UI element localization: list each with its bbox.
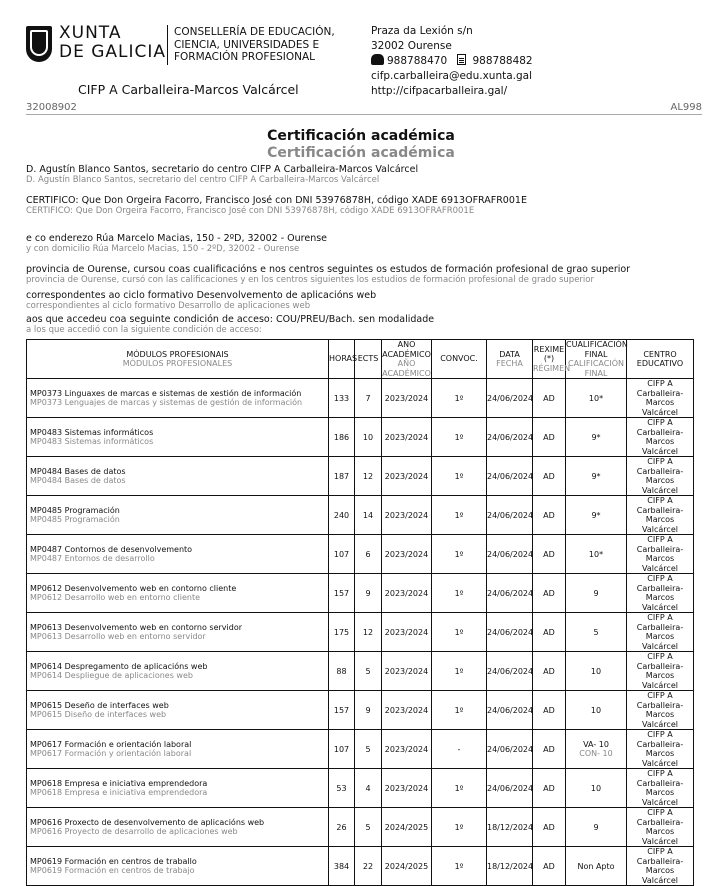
ano-cell: 2024/2025 xyxy=(382,847,432,886)
convoc-cell: 1º xyxy=(432,808,487,847)
module-cell xyxy=(27,496,329,535)
cualificacion-value: 10 xyxy=(590,705,602,715)
col-header-cualificacion xyxy=(566,340,627,379)
cualificacion-cell xyxy=(566,613,627,652)
ects-cell: 5 xyxy=(355,808,382,847)
table-row xyxy=(27,574,694,613)
convoc-cell: 1º xyxy=(432,613,487,652)
centro-line: Marcos Valcárcel xyxy=(642,671,678,690)
cualificacion-cell xyxy=(566,379,627,418)
centro-line: Marcos Valcárcel xyxy=(642,476,678,495)
cualificacion-cell xyxy=(566,457,627,496)
cualificacion-cell xyxy=(566,847,627,886)
header-text: REXIME xyxy=(533,344,565,354)
document-code: AL998 xyxy=(670,102,702,113)
centro-cell xyxy=(627,730,694,769)
table-header-row xyxy=(27,340,694,379)
fax-icon xyxy=(457,54,466,65)
horas-cell: 88 xyxy=(329,652,355,691)
rexime-cell: AD xyxy=(533,847,566,886)
centro-line: Carballeira- xyxy=(636,388,684,398)
module-name-gl: MP0612 Desenvolvemento web en contorno cliente xyxy=(30,583,237,593)
modules-table xyxy=(26,339,694,886)
centro-cell xyxy=(627,574,694,613)
module-cell xyxy=(27,574,329,613)
cycle-text-es: correspondientes al ciclo formativo Desarrollo de aplicaciones web xyxy=(26,301,311,311)
centro-line: Carballeira- xyxy=(636,817,684,827)
address-line2: 32002 Ourense xyxy=(371,40,452,52)
horas-cell: 186 xyxy=(329,418,355,457)
ects-cell: 9 xyxy=(355,574,382,613)
cualificacion-cell xyxy=(566,652,627,691)
module-cell xyxy=(27,730,329,769)
cualificacion-value: Non Apto xyxy=(577,861,615,871)
centro-line: Carballeira- xyxy=(636,583,684,593)
convoc-cell: 1º xyxy=(432,847,487,886)
rexime-cell: AD xyxy=(533,769,566,808)
module-name-es: MP0618 Empresa e iniciativa emprendedora xyxy=(30,788,208,797)
table-row xyxy=(27,769,694,808)
module-name-es: MP0614 Despliegue de aplicaciones web xyxy=(30,671,193,680)
data-cell: 24/06/2024 xyxy=(487,379,533,418)
cualificacion-value: 9* xyxy=(591,510,601,520)
module-name-es: MP0616 Proyecto de desarrollo de aplicaciones web xyxy=(30,827,238,836)
convoc-cell: 1º xyxy=(432,418,487,457)
header-text: CENTRO xyxy=(643,349,677,359)
module-cell xyxy=(27,535,329,574)
col-header-data xyxy=(487,340,533,379)
module-cell xyxy=(27,769,329,808)
rexime-cell: AD xyxy=(533,652,566,691)
col-header-horas: HORAS xyxy=(329,340,355,379)
data-cell: 24/06/2024 xyxy=(487,730,533,769)
address-line1: Praza da Lexión s/n xyxy=(371,25,473,37)
ano-cell: 2023/2024 xyxy=(382,379,432,418)
header-text: ANO xyxy=(397,340,416,349)
rexime-cell: AD xyxy=(533,808,566,847)
certifico-text-gl: CERTIFICO: Que Don Orgeira Facorro, Francisco José con DNI 53976878H, código XADE 6913OFRAFR001E xyxy=(26,195,527,206)
xunta-logo xyxy=(26,24,176,64)
header-text: FECHA xyxy=(496,359,523,368)
conselleria-line: CIENCIA, UNIVERSIDADES E xyxy=(174,38,320,51)
rexime-cell: AD xyxy=(533,535,566,574)
rexime-cell: AD xyxy=(533,496,566,535)
ects-cell: 9 xyxy=(355,691,382,730)
center-name: CIFP A Carballeira-Marcos Valcárcel xyxy=(78,82,299,97)
ects-cell: 5 xyxy=(355,730,382,769)
convoc-cell: 1º xyxy=(432,691,487,730)
fax-number: 988788482 xyxy=(472,55,533,67)
convoc-cell: 1º xyxy=(432,379,487,418)
rexime-cell: AD xyxy=(533,574,566,613)
rexime-cell: AD xyxy=(533,613,566,652)
module-name-gl: MP0615 Deseño de interfaces web xyxy=(30,700,169,710)
secretary-text-es: D. Agustín Blanco Santos, secretario del centro CIFP A Carballeira-Marcos Valcárcel xyxy=(26,175,380,185)
rexime-cell: AD xyxy=(533,418,566,457)
province-text-gl: provincia de Ourense, cursou coas cualificacións e nos centros seguintes os estudos de formación profesional de grao superior xyxy=(26,264,631,275)
data-cell: 24/06/2024 xyxy=(487,418,533,457)
header-text: (*) xyxy=(543,354,555,364)
cualificacion-cell xyxy=(566,418,627,457)
access-text-gl: aos que accedeu coa seguinte condición de acceso: COU/PREU/Bach. sen modalidade xyxy=(26,314,435,325)
rexime-cell: AD xyxy=(533,379,566,418)
centro-line: Marcos Valcárcel xyxy=(642,593,678,612)
centro-line: Marcos Valcárcel xyxy=(642,554,678,573)
ects-cell: 7 xyxy=(355,379,382,418)
cualificacion-cell xyxy=(566,496,627,535)
module-name-gl: MP0617 Formación e orientación laboral xyxy=(30,739,192,749)
table-row xyxy=(27,847,694,886)
logo-line1: XUNTA xyxy=(59,23,122,43)
module-name-es: MP0373 Lenguajes de marcas y sistemas de gestión de información xyxy=(30,398,303,407)
module-name-es: MP0615 Diseño de interfaces web xyxy=(30,710,167,719)
address-text-es: y con domicilio Rúa Marcelo Macias, 150 - 2ºD, 32002 - Ourense xyxy=(26,244,300,254)
header-text: CUALIFICACIÓN xyxy=(566,340,628,349)
module-name-gl: MP0618 Empresa e iniciativa emprendedora xyxy=(30,778,208,788)
convoc-cell: 1º xyxy=(432,574,487,613)
ects-cell: 14 xyxy=(355,496,382,535)
table-row xyxy=(27,457,694,496)
center-address xyxy=(371,24,533,99)
centro-line: Marcos Valcárcel xyxy=(642,515,678,534)
page-title: Certificación académica xyxy=(267,128,455,144)
table-row xyxy=(27,613,694,652)
module-name-es: MP0487 Entornos de desarrollo xyxy=(30,554,155,563)
module-name-gl: MP0619 Formación en centros de traballo xyxy=(30,856,197,866)
col-header-ano xyxy=(382,340,432,379)
cualificacion-value: 5 xyxy=(593,627,599,637)
col-header-rexime xyxy=(533,340,571,379)
centro-line: Marcos Valcárcel xyxy=(642,827,678,846)
table-row xyxy=(27,652,694,691)
header-text: DATA xyxy=(499,349,520,359)
centro-line: Carballeira- xyxy=(636,856,684,866)
ects-cell: 12 xyxy=(355,613,382,652)
ano-cell: 2024/2025 xyxy=(382,808,432,847)
centro-line: Marcos Valcárcel xyxy=(642,710,678,729)
contact-phones xyxy=(371,54,533,69)
centro-cell xyxy=(627,418,694,457)
horas-cell: 157 xyxy=(329,691,355,730)
centro-line: Carballeira- xyxy=(636,544,684,554)
centro-cell xyxy=(627,691,694,730)
data-cell: 24/06/2024 xyxy=(487,769,533,808)
ano-cell: 2023/2024 xyxy=(382,769,432,808)
horas-cell: 157 xyxy=(329,574,355,613)
centro-line: Marcos Valcárcel xyxy=(642,749,678,768)
centro-line: CIFP A xyxy=(647,496,673,505)
cycle-text-gl: correspondentes ao ciclo formativo Desenvolvemento de aplicacións web xyxy=(26,290,377,301)
centro-line: CIFP A xyxy=(647,535,673,544)
ects-cell: 12 xyxy=(355,457,382,496)
conselleria-line: CONSELLERÍA DE EDUCACIÓN, xyxy=(174,26,335,38)
module-cell xyxy=(27,457,329,496)
horas-cell: 53 xyxy=(329,769,355,808)
centro-line: Carballeira- xyxy=(636,505,684,515)
data-cell: 24/06/2024 xyxy=(487,574,533,613)
web-link[interactable]: http://cifpacarballeira.gal/ xyxy=(371,85,508,97)
ects-cell: 5 xyxy=(355,652,382,691)
cualificacion-value: VA- 10 xyxy=(583,740,609,749)
module-name-gl: MP0487 Contornos de desenvolvemento xyxy=(30,544,193,554)
centro-line: Marcos Valcárcel xyxy=(642,398,678,417)
convoc-cell: 1º xyxy=(432,652,487,691)
email-link[interactable]: cifp.carballeira@edu.xunta.gal xyxy=(371,70,533,82)
centro-line: Carballeira- xyxy=(636,661,684,671)
centro-line: CIFP A xyxy=(647,808,673,817)
horas-cell: 240 xyxy=(329,496,355,535)
centro-line: CIFP A xyxy=(647,691,673,700)
module-name-es: MP0619 Formación en centros de trabajo xyxy=(30,866,195,875)
centro-line: CIFP A xyxy=(647,652,673,661)
centro-line: CIFP A xyxy=(647,730,673,739)
phone-number: 988788470 xyxy=(387,55,448,67)
data-cell: 18/12/2024 xyxy=(487,847,533,886)
ects-cell: 6 xyxy=(355,535,382,574)
cualificacion-value: 10* xyxy=(588,393,604,403)
conselleria-line: FORMACIÓN PROFESIONAL xyxy=(174,51,316,63)
header-text: MÓDULOS PROFESIONALES xyxy=(122,359,233,368)
centro-line: CIFP A xyxy=(647,847,673,856)
data-cell: 24/06/2024 xyxy=(487,535,533,574)
phone-icon xyxy=(371,54,384,65)
certifico-text-es: CERTIFICO: Que Don Orgeira Facorro, Francisco José con DNI 53976878H, código XADE 6913OFRAFR001E xyxy=(26,206,475,216)
header-text: AÑO xyxy=(397,359,416,368)
centro-line: Carballeira- xyxy=(636,622,684,632)
module-cell xyxy=(27,418,329,457)
centro-line: CIFP A xyxy=(647,457,673,466)
cualificacion-cell xyxy=(566,808,627,847)
col-header-modulos xyxy=(27,340,329,379)
secretary-text-gl: D. Agustín Blanco Santos, secretario do centro CIFP A Carballeira-Marcos Valcárcel xyxy=(26,164,419,175)
galicia-shield-icon xyxy=(26,26,52,62)
centro-line: CIFP A xyxy=(647,613,673,622)
centro-cell xyxy=(627,847,694,886)
province-text-es: provincia de Ourense, cursó con las calificaciones y en los centros siguientes los estudios de formación profesional de grado superior xyxy=(26,275,594,285)
horas-cell: 187 xyxy=(329,457,355,496)
convoc-cell: - xyxy=(432,730,487,769)
module-name-es: MP0612 Desarrollo web en entorno cliente xyxy=(30,593,201,602)
module-cell xyxy=(27,808,329,847)
centro-cell xyxy=(627,652,694,691)
table-row xyxy=(27,808,694,847)
centro-cell xyxy=(627,613,694,652)
cualificacion-value: 9* xyxy=(591,471,601,481)
centro-cell xyxy=(627,535,694,574)
ects-cell: 4 xyxy=(355,769,382,808)
header-text: RÉGIMEN xyxy=(533,363,571,373)
address-text-gl: e co enderezo Rúa Marcelo Macias, 150 - 2ºD, 32002 - Ourense xyxy=(26,233,328,244)
centro-line: Carballeira- xyxy=(636,778,684,788)
centro-cell xyxy=(627,457,694,496)
centro-line: Carballeira- xyxy=(636,427,684,437)
module-cell xyxy=(27,652,329,691)
centro-line: CIFP A xyxy=(647,418,673,427)
horas-cell: 107 xyxy=(329,730,355,769)
module-name-gl: MP0613 Desenvolvemento web en contorno servidor xyxy=(30,622,243,632)
module-name-gl: MP0484 Bases de datos xyxy=(30,466,126,476)
table-row xyxy=(27,379,694,418)
module-name-es: MP0484 Bases de datos xyxy=(30,476,126,485)
module-name-gl: MP0483 Sistemas informáticos xyxy=(30,427,154,437)
conselleria-name xyxy=(174,26,335,64)
access-text-es: a los que accedió con la siguiente condición de acceso: xyxy=(26,325,262,335)
module-name-gl: MP0485 Programación xyxy=(30,505,120,515)
data-cell: 24/06/2024 xyxy=(487,652,533,691)
convoc-cell: 1º xyxy=(432,496,487,535)
cualificacion-value: 10 xyxy=(590,666,602,676)
table-row xyxy=(27,691,694,730)
centro-cell xyxy=(627,496,694,535)
page-subtitle: Certificación académica xyxy=(267,145,455,161)
table-row xyxy=(27,496,694,535)
module-name-gl: MP0616 Proxecto de desenvolvemento de aplicacións web xyxy=(30,817,265,827)
horas-cell: 384 xyxy=(329,847,355,886)
horas-cell: 26 xyxy=(329,808,355,847)
centro-line: Marcos Valcárcel xyxy=(642,632,678,651)
ano-cell: 2023/2024 xyxy=(382,730,432,769)
table-row xyxy=(27,730,694,769)
centro-line: CIFP A xyxy=(647,574,673,583)
cualificacion-value: 10* xyxy=(588,549,604,559)
center-code: 32008902 xyxy=(26,102,77,113)
table-row xyxy=(27,535,694,574)
col-header-convoc: CONVOC. xyxy=(432,340,487,379)
centro-line: Carballeira- xyxy=(636,739,684,749)
header-text: ACADÉMICO xyxy=(382,349,431,359)
module-name-gl: MP0614 Despregamento de aplicacións web xyxy=(30,661,208,671)
rexime-cell: AD xyxy=(533,457,566,496)
module-cell xyxy=(27,613,329,652)
centro-cell xyxy=(627,379,694,418)
table-row xyxy=(27,418,694,457)
centro-line: CIFP A xyxy=(647,379,673,388)
header-text: MÓDULOS PROFESIONAIS xyxy=(126,349,229,359)
module-name-es: MP0617 Formación y orientación laboral xyxy=(30,749,192,758)
header-divider xyxy=(167,25,168,65)
convoc-cell: 1º xyxy=(432,535,487,574)
header-text: CALIFICACIÓN xyxy=(568,359,624,368)
module-cell xyxy=(27,847,329,886)
cualificacion-value: 9 xyxy=(593,822,599,832)
header-text: FINAL xyxy=(584,368,608,378)
cualificacion-cell xyxy=(566,769,627,808)
ano-cell: 2023/2024 xyxy=(382,574,432,613)
logo-line2: DE GALICIA xyxy=(59,42,167,62)
cualificacion-cell xyxy=(566,574,627,613)
centro-line: Marcos Valcárcel xyxy=(642,866,678,885)
data-cell: 24/06/2024 xyxy=(487,691,533,730)
horas-cell: 107 xyxy=(329,535,355,574)
centro-line: Marcos Valcárcel xyxy=(642,788,678,807)
header-rule xyxy=(26,114,702,115)
centro-line: Marcos Valcárcel xyxy=(642,437,678,456)
horas-cell: 175 xyxy=(329,613,355,652)
data-cell: 24/06/2024 xyxy=(487,457,533,496)
module-name-gl: MP0373 Linguaxes de marcas e sistemas de xestión de información xyxy=(30,388,302,398)
ano-cell: 2023/2024 xyxy=(382,535,432,574)
convoc-cell: 1º xyxy=(432,769,487,808)
header-text: EDUCATIVO xyxy=(636,359,684,368)
centro-cell xyxy=(627,808,694,847)
module-cell xyxy=(27,691,329,730)
centro-cell xyxy=(627,769,694,808)
cualificacion-cell xyxy=(566,691,627,730)
header-text: FINAL xyxy=(584,349,608,359)
ano-cell: 2023/2024 xyxy=(382,613,432,652)
ects-cell: 22 xyxy=(355,847,382,886)
header-text: ACADÉMICO xyxy=(382,368,431,378)
calificacion-value-es: CON- 10 xyxy=(579,749,613,758)
convoc-cell: 1º xyxy=(432,457,487,496)
module-name-es: MP0485 Programación xyxy=(30,515,120,524)
data-cell: 18/12/2024 xyxy=(487,808,533,847)
module-name-es: MP0483 Sistemas informáticos xyxy=(30,437,154,446)
cualificacion-value: 9* xyxy=(591,432,601,442)
ano-cell: 2023/2024 xyxy=(382,496,432,535)
centro-line: Carballeira- xyxy=(636,466,684,476)
cualificacion-cell xyxy=(566,730,627,769)
ano-cell: 2023/2024 xyxy=(382,457,432,496)
cualificacion-value: 10 xyxy=(590,783,602,793)
col-header-centro xyxy=(627,340,694,379)
centro-line: CIFP A xyxy=(647,769,673,778)
rexime-cell: AD xyxy=(533,730,566,769)
cualificacion-value: 9 xyxy=(593,588,599,598)
ano-cell: 2023/2024 xyxy=(382,418,432,457)
ano-cell: 2023/2024 xyxy=(382,652,432,691)
horas-cell: 133 xyxy=(329,379,355,418)
ano-cell: 2023/2024 xyxy=(382,691,432,730)
cualificacion-cell xyxy=(566,535,627,574)
data-cell: 24/06/2024 xyxy=(487,496,533,535)
ects-cell: 10 xyxy=(355,418,382,457)
module-cell xyxy=(27,379,329,418)
module-name-es: MP0613 Desarrollo web en entorno servidor xyxy=(30,632,206,641)
rexime-cell: AD xyxy=(533,691,566,730)
col-header-ects: ECTS xyxy=(355,340,382,379)
centro-line: Carballeira- xyxy=(636,700,684,710)
data-cell: 24/06/2024 xyxy=(487,613,533,652)
